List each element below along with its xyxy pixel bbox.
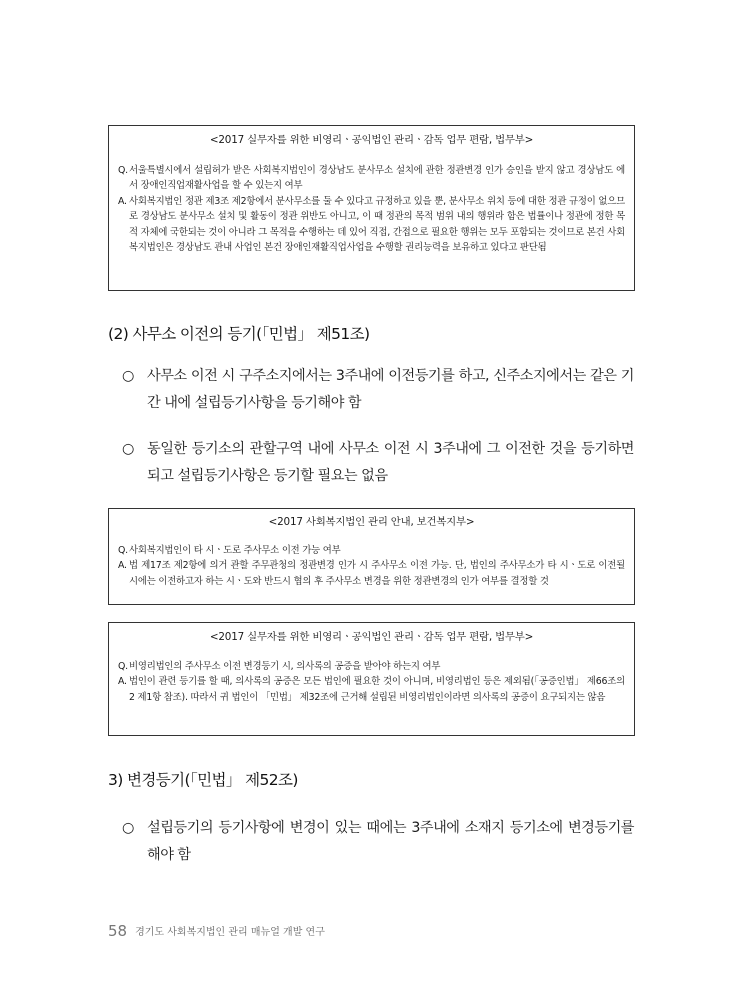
bullet-item	[122, 363, 634, 417]
reference-box-title: <2017 실무자를 위한 비영리ㆍ공익법인 관리ㆍ감독 업무 편람, 법무부>	[209, 631, 534, 643]
footer-title: 경기도 사회복지법인 관리 매뉴얼 개발 연구	[135, 927, 325, 938]
question-text: 비영리법인의 주사무소 이전 변경등기 시, 의사록의 공증을 받아야 하는지 여부	[129, 660, 441, 672]
answer-label: A.	[118, 195, 127, 207]
answer-label: A.	[118, 676, 127, 687]
reference-box-moj-1	[108, 125, 635, 291]
answer-item	[118, 674, 625, 705]
answer-text: 사회복지법인 정관 제3조 제2항에서 분사무소를 둘 수 있다고 규정하고 있을 뿐, 분사무소 위치 등에 대한 정관 규정이 없으므로 경상남도 분사무소 설치 및 활동이 정관 위반도 아니고, 이 때 정관의 목적 범위 내의 행위라 함은 법률이나 정관에 정한 목적 자체에 국한되는 것이 아니라 그 목적을 수행하는 데 있어 직접, 간접으로 필요한 행위는 모두 포함되는 것이므로 본건 사회복지법인은 경상남도 관내 사업인 본건 장애인재활직업사업을 수행할 권리능력을 보유하고 있다고 판단됨	[129, 195, 625, 253]
reference-box-title: <2017 실무자를 위한 비영리ㆍ공익법인 관리ㆍ감독 업무 편람, 법무부>	[209, 134, 534, 146]
bullet-text: 동일한 등기소의 관할구역 내에 사무소 이전 시 3주내에 그 이전한 것을 등기하면 되고 설립등기사항은 등기할 필요는 없음	[147, 441, 634, 484]
reference-box-moj-2	[108, 622, 635, 736]
question-item	[118, 543, 625, 559]
answer-text: 법 제17조 제2항에 의거 관할 주무관청의 정관변경 인가 시 주사무소 이전 가능. 단, 법인의 주사무소가 타 시ㆍ도로 이전될 시에는 이전하고자 하는 시ㆍ도와 반드시 협의 후 주사무소 변경을 위한 정관변경의 인가 여부를 결정할 것	[129, 560, 625, 587]
reference-box-mohw	[108, 508, 635, 605]
answer-label: A.	[118, 560, 127, 571]
question-label: Q.	[118, 164, 128, 176]
circle-bullet-icon: ○	[122, 368, 134, 384]
question-text: 서울특별시에서 설립허가 받은 사회복지법인이 경상남도 분사무소 설치에 관한 정관변경 인가 승인을 받지 않고 경상남도 에서 장애인직업재활사업을 할 수 있는지 여부	[129, 164, 625, 191]
bullet-text: 설립등기의 등기사항에 변경이 있는 때에는 3주내에 소재지 등기소에 변경등기를 해야 함	[147, 820, 634, 863]
bullet-text: 사무소 이전 시 구주소지에서는 3주내에 이전등기를 하고, 신주소지에서는 같은 기간 내에 설립등기사항을 등기해야 함	[147, 368, 634, 411]
page-footer	[108, 922, 325, 940]
question-label: Q.	[118, 660, 128, 672]
circle-bullet-icon: ○	[122, 820, 134, 836]
answer-item	[118, 194, 625, 256]
question-item	[118, 659, 625, 675]
question-item	[118, 163, 625, 194]
question-text: 사회복지법인이 타 시ㆍ도로 주사무소 이전 가능 여부	[129, 544, 341, 556]
reference-box-title: <2017 사회복지법인 관리 안내, 보건복지부>	[268, 516, 475, 528]
section-heading-change-registration: 3) 변경등기(「민법」 제52조)	[108, 771, 298, 789]
answer-item	[118, 558, 625, 589]
answer-text: 법인이 관련 등기를 할 때, 의사록의 공증은 모든 법인에 필요한 것이 아니며, 비영리법인 등은 제외됨(「공증인법」 제66조의 2 제1항 참조). 따라서 귀 법인이 「민법」 제32조에 근거해 설립된 비영리법인이라면 의사록의 공증이 요구되지는 않음	[129, 676, 625, 703]
section-heading-office-relocation: (2) 사무소 이전의 등기(「민법」 제51조)	[108, 325, 370, 343]
page-number: 58	[108, 922, 128, 940]
question-label: Q.	[118, 544, 128, 556]
bullet-item	[122, 815, 634, 869]
circle-bullet-icon: ○	[122, 441, 134, 457]
bullet-item	[122, 436, 634, 490]
